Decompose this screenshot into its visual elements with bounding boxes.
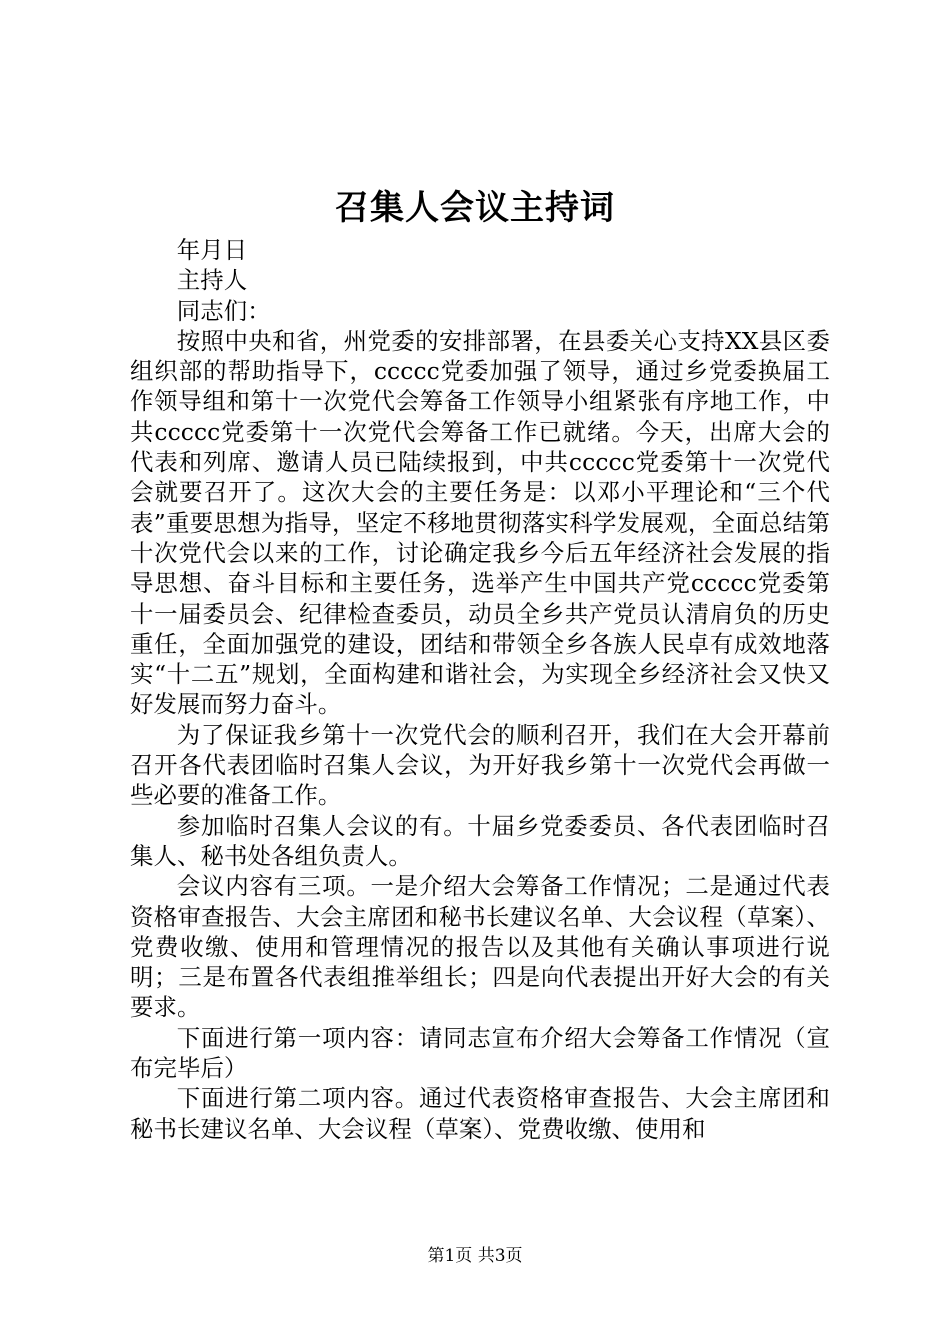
body-paragraph: 下面进行第二项内容。通过代表资格审查报告、大会主席团和秘书长建议名单、大会议程（草案）、党费收缴、使用和	[130, 1084, 830, 1143]
body-paragraph: 会议内容有三项。一是介绍大会筹备工作情况；二是通过代表资格审查报告、大会主席团和秘书长建议名单、大会议程（草案）、党费收缴、使用和管理情况的报告以及其他有关确认事项进行说明；三是布置各代表组推举组长；四是向代表提出开好大会的有关要求。	[130, 872, 830, 1022]
host-line: 主持人	[176, 266, 248, 295]
date-line: 年月日	[176, 236, 248, 264]
body-paragraph: 下面进行第一项内容：请同志宣布介绍大会筹备工作情况（宣布完毕后）	[130, 1023, 830, 1083]
document-title: 召集人会议主持词	[335, 188, 615, 228]
document-body	[130, 235, 830, 1144]
salutation: 同志们：	[176, 296, 271, 325]
body-paragraph: 为了保证我乡第十一次党代会的顺利召开，我们在大会开幕前召开各代表团临时召集人会议，为开好我乡第十一次党代会再做一些必要的准备工作。	[130, 720, 830, 810]
body-paragraph: 参加临时召集人会议的有。十届乡党委委员、各代表团临时召集人、秘书处各组负责人。	[130, 811, 830, 870]
body-paragraph: 按照中央和省，州党委的安排部署，在县委关心支持XX县区委组织部的帮助指导下，ccccc党委加强了领导，通过乡党委换届工作领导组和第十一次党代会筹备工作领导小组紧张有序地工作，中共ccccc党委第十一次党代会筹备工作已就绪。今天，出席大会的代表和列席、邀请人员已陆续报到，中共ccccc党委第十一次党代会就要召开了。这次大会的主要任务是：以邓小平理论和“三个代表”重要思想为指导，坚定不移地贯彻落实科学发展观，全面总结第十次党代会以来的工作，讨论确定我乡今后五年经济社会发展的指导思想、奋斗目标和主要任务，选举产生中国共产党ccccc党委第十一届委员会、纪律检查委员，动员全乡共产党员认清肩负的历史重任，全面加强党的建设，团结和带领全乡各族人民卓有成效地落实“十二五”规划，全面构建和谐社会，为实现全乡经济社会又快又好发展而努力奋斗。	[130, 326, 830, 719]
page-footer: 第1页 共3页	[427, 1246, 523, 1266]
